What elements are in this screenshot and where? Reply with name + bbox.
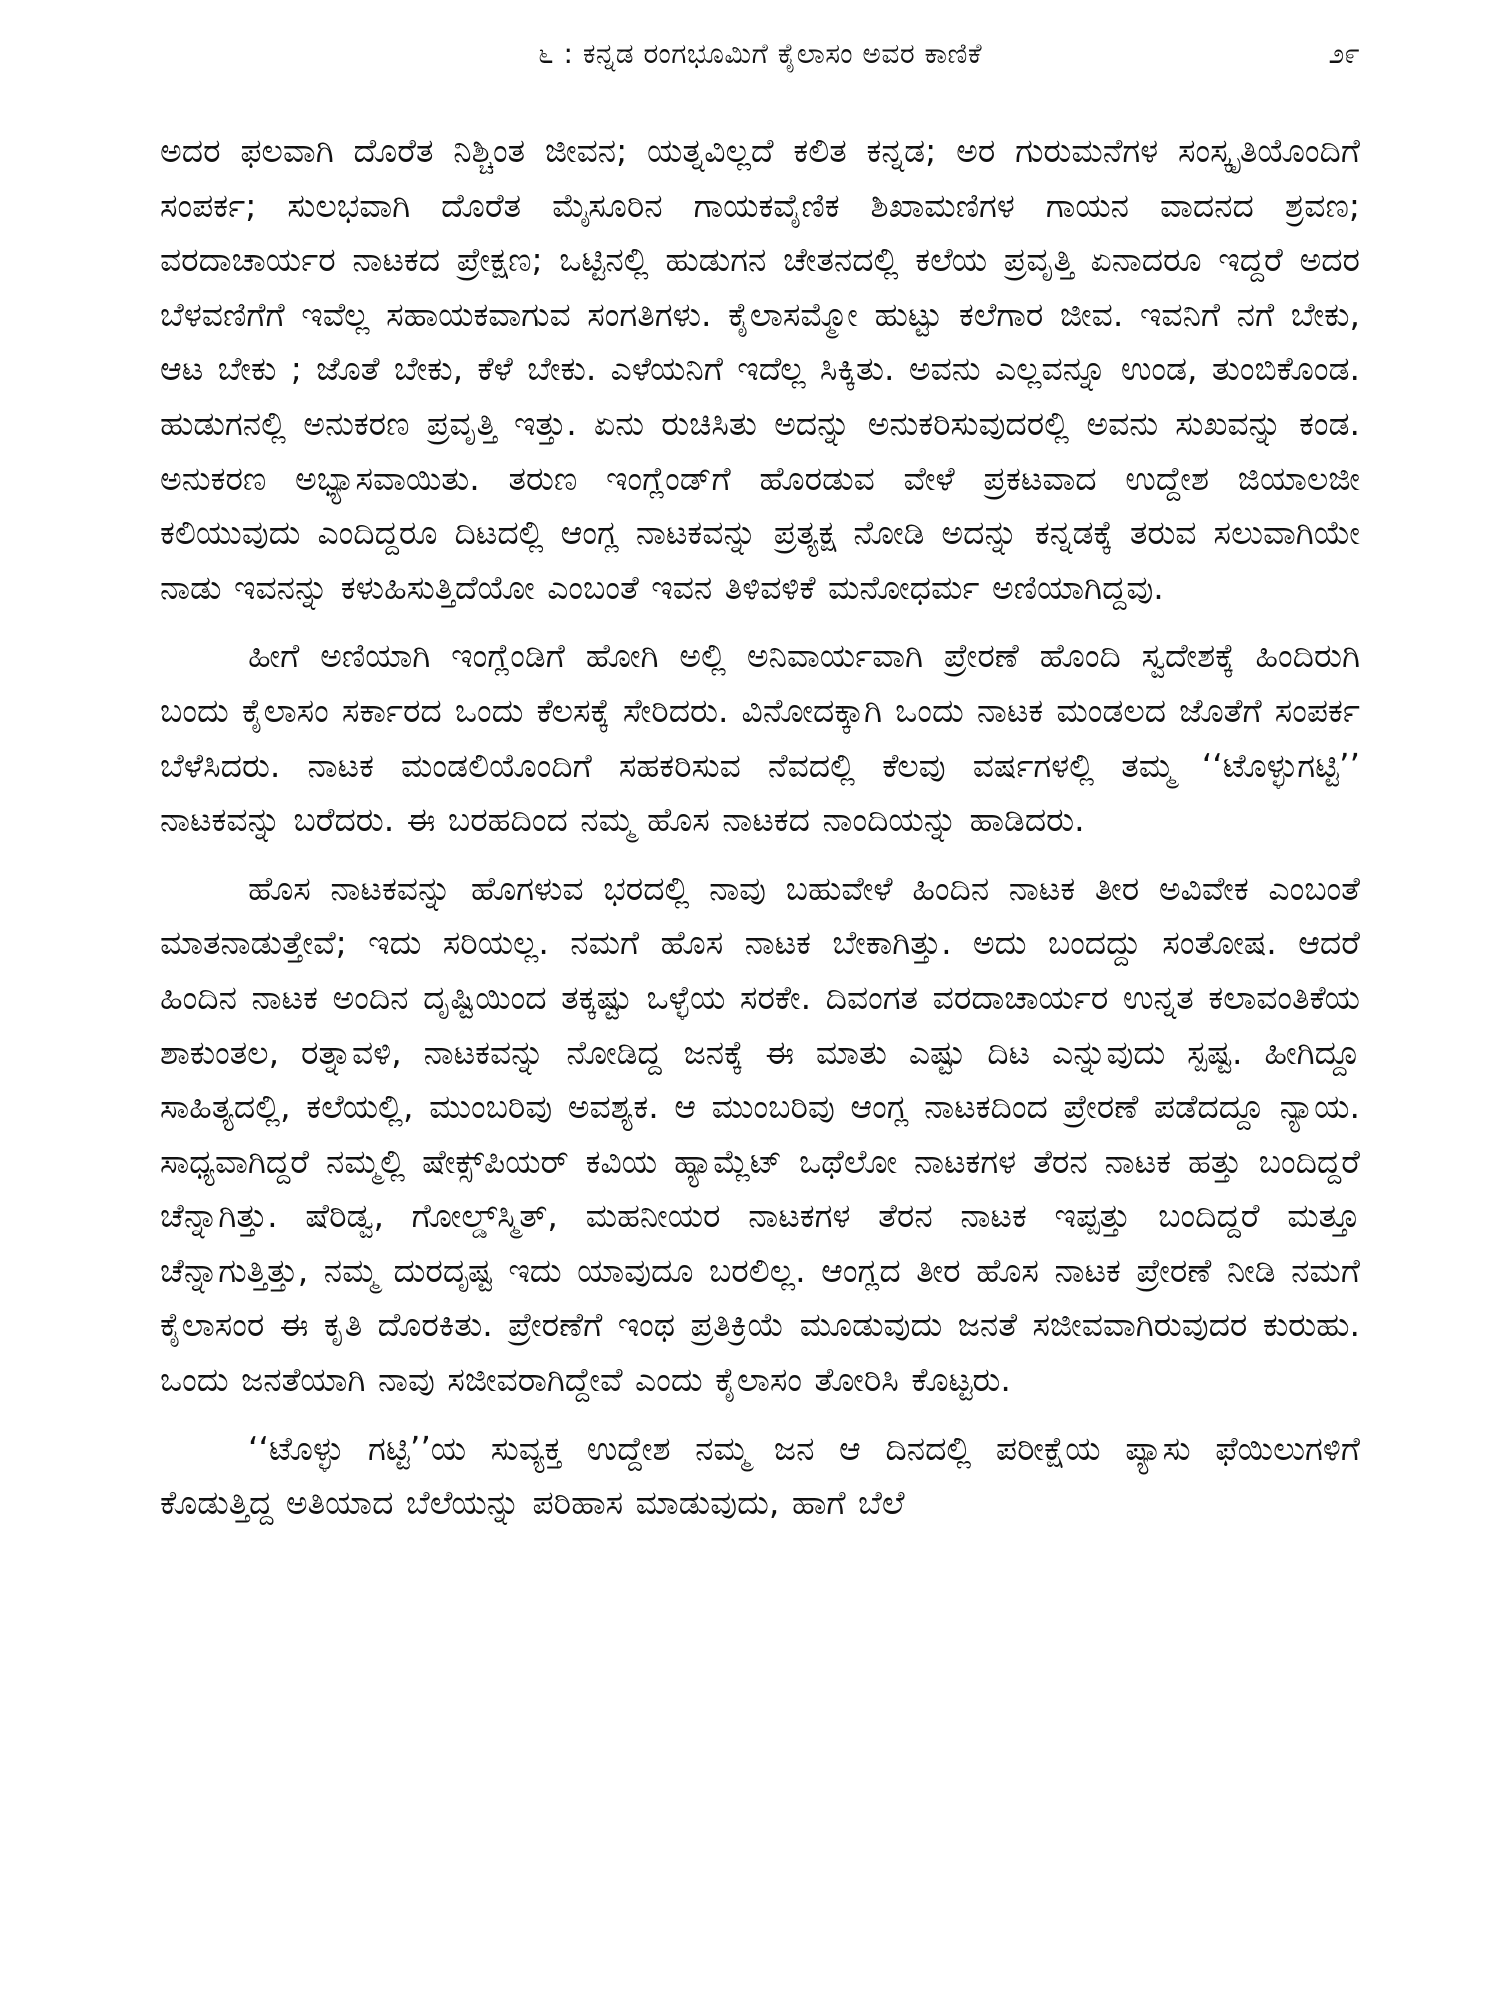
running-header <box>160 34 1360 74</box>
paragraph: ಹೀಗೆ ಅಣಿಯಾಗಿ ಇಂಗ್ಲೆಂಡಿಗೆ ಹೋಗಿ ಅಲ್ಲಿ ಅನಿವಾರ್ಯವಾಗಿ ಪ್ರೇರಣೆ ಹೊಂದಿ ಸ್ವದೇಶಕ್ಕೆ ಹಿಂದಿರುಗಿ ಬಂದು ಕೈಲಾಸಂ ಸರ್ಕಾರದ ಒಂದು ಕೆಲಸಕ್ಕೆ ಸೇರಿದರು. ವಿನೋದಕ್ಕಾಗಿ ಒಂದು ನಾಟಕ ಮಂಡಲದ ಜೊತೆಗೆ ಸಂಪರ್ಕ ಬೆಳೆಸಿದರು. ನಾಟಕ ಮಂಡಲಿಯೊಂದಿಗೆ ಸಹಕರಿಸುವ ನೆವದಲ್ಲಿ ಕೆಲವು ವರ್ಷಗಳಲ್ಲಿ ತಮ್ಮ ‘‘ಟೊಳ್ಳುಗಟ್ಟಿ’’ ನಾಟಕವನ್ನು ಬರೆದರು. ಈ ಬರಹದಿಂದ ನಮ್ಮ ಹೊಸ ನಾಟಕದ ನಾಂದಿಯನ್ನು ಹಾಡಿದರು. <box>160 636 1360 840</box>
paragraph: ಅದರ ಫಲವಾಗಿ ದೊರೆತ ನಿಶ್ಚಿಂತ ಜೀವನ; ಯತ್ನವಿಲ್ಲದೆ ಕಲಿತ ಕನ್ನಡ; ಅರ ಗುರುಮನೆಗಳ ಸಂಸ್ಕೃತಿಯೊಂದಿಗೆ ಸಂಪರ್ಕ; ಸುಲಭವಾಗಿ ದೊರೆತ ಮೈಸೂರಿನ ಗಾಯಕವೈಣಿಕ ಶಿಖಾಮಣಿಗಳ ಗಾಯನ ವಾದನದ ಶ್ರವಣ; ವರದಾಚಾರ್ಯರ ನಾಟಕದ ಪ್ರೇಕ್ಷಣ; ಒಟ್ಟಿನಲ್ಲಿ ಹುಡುಗನ ಚೇತನದಲ್ಲಿ ಕಲೆಯ ಪ್ರವೃತ್ತಿ ಏನಾದರೂ ಇದ್ದರೆ ಅದರ ಬೆಳವಣಿಗೆಗೆ ಇವೆಲ್ಲ ಸಹಾಯಕವಾಗುವ ಸಂಗತಿಗಳು. ಕೈಲಾಸಮ್ಮೋ ಹುಟ್ಟು ಕಲೆಗಾರ ಜೀವ. ಇವನಿಗೆ ನಗೆ ಬೇಕು, ಆಟ ಬೇಕು ; ಜೊತೆ ಬೇಕು, ಕೆಳೆ ಬೇಕು. ಎಳೆಯನಿಗೆ ಇದೆಲ್ಲ ಸಿಕ್ಕಿತು. ಅವನು ಎಲ್ಲವನ್ನೂ ಉಂಡ, ತುಂಬಿಕೊಂಡ. ಹುಡುಗನಲ್ಲಿ ಅನುಕರಣ ಪ್ರವೃತ್ತಿ ಇತ್ತು. ಏನು ರುಚಿಸಿತು ಅದನ್ನು ಅನುಕರಿಸುವುದರಲ್ಲಿ ಅವನು ಸುಖವನ್ನು ಕಂಡ. ಅನುಕರಣ ಅಭ್ಯಾಸವಾಯಿತು. ತರುಣ ಇಂಗ್ಲೆಂಡ್‌ಗೆ ಹೊರಡುವ ವೇಳೆ ಪ್ರಕಟವಾದ ಉದ್ದೇಶ ಜಿಯಾಲಜೀ ಕಲಿಯುವುದು ಎಂದಿದ್ದರೂ ದಿಟದಲ್ಲಿ ಆಂಗ್ಲ ನಾಟಕವನ್ನು ಪ್ರತ್ಯಕ್ಷ ನೋಡಿ ಅದನ್ನು ಕನ್ನಡಕ್ಕೆ ತರುವ ಸಲುವಾಗಿಯೇ ನಾಡು ಇವನನ್ನು ಕಳುಹಿಸುತ್ತಿದೆಯೋ ಎಂಬಂತೆ ಇವನ ತಿಳಿವಳಿಕೆ ಮನೋಧರ್ಮ ಅಣಿಯಾಗಿದ್ದವು. <box>160 131 1360 607</box>
paragraph: ‘‘ಟೊಳ್ಳು ಗಟ್ಟಿ’’ಯ ಸುವ್ಯಕ್ತ ಉದ್ದೇಶ ನಮ್ಮ ಜನ ಆ ದಿನದಲ್ಲಿ ಪರೀಕ್ಷೆಯ ಪ್ಯಾಸು ಫೆಯಿಲುಗಳಿಗೆ ಕೊಡುತ್ತಿದ್ದ ಅತಿಯಾದ ಬೆಲೆಯನ್ನು ಪರಿಹಾಸ ಮಾಡುವುದು, ಹಾಗೆ ಬೆಲೆ <box>160 1428 1360 1523</box>
chapter-title: ೬ : ಕನ್ನಡ ರಂಗಭೂಮಿಗೆ ಕೈಲಾಸಂ ಅವರ ಕಾಣಿಕೆ <box>537 37 983 70</box>
body-text <box>160 124 1360 1531</box>
paragraph: ಹೊಸ ನಾಟಕವನ್ನು ಹೊಗಳುವ ಭರದಲ್ಲಿ ನಾವು ಬಹುವೇಳೆ ಹಿಂದಿನ ನಾಟಕ ತೀರ ಅವಿವೇಕ ಎಂಬಂತೆ ಮಾತನಾಡುತ್ತೇವೆ; ಇದು ಸರಿಯಲ್ಲ. ನಮಗೆ ಹೊಸ ನಾಟಕ ಬೇಕಾಗಿತ್ತು. ಅದು ಬಂದದ್ದು ಸಂತೋಷ. ಆದರೆ ಹಿಂದಿನ ನಾಟಕ ಅಂದಿನ ದೃಷ್ಟಿಯಿಂದ ತಕ್ಕಷ್ಟು ಒಳ್ಳೆಯ ಸರಕೇ. ದಿವಂಗತ ವರದಾಚಾರ್ಯರ ಉನ್ನತ ಕಲಾವಂತಿಕೆಯ ಶಾಕುಂತಲ, ರತ್ನಾವಳಿ, ನಾಟಕವನ್ನು ನೋಡಿದ್ದ ಜನಕ್ಕೆ ಈ ಮಾತು ಎಷ್ಟು ದಿಟ ಎನ್ನುವುದು ಸ್ಪಷ್ಟ. ಹೀಗಿದ್ದೂ ಸಾಹಿತ್ಯದಲ್ಲಿ, ಕಲೆಯಲ್ಲಿ, ಮುಂಬರಿವು ಅವಶ್ಯಕ. ಆ ಮುಂಬರಿವು ಆಂಗ್ಲ ನಾಟಕದಿಂದ ಪ್ರೇರಣೆ ಪಡೆದದ್ದೂ ನ್ಯಾಯ. ಸಾಧ್ಯವಾಗಿದ್ದರೆ ನಮ್ಮಲ್ಲಿ ಷೇಕ್ಸ್‌ಪಿಯರ್ ಕವಿಯ ಹ್ಯಾಮ್ಲೆಟ್ ಒಥೆಲೋ ನಾಟಕಗಳ ತೆರನ ನಾಟಕ ಹತ್ತು ಬಂದಿದ್ದರೆ ಚೆನ್ನಾಗಿತ್ತು. ಷೆರಿಡ್ವ, ಗೋಲ್ಡ್‌ಸ್ಮಿತ್, ಮಹನೀಯರ ನಾಟಕಗಳ ತೆರನ ನಾಟಕ ಇಪ್ಪತ್ತು ಬಂದಿದ್ದರೆ ಮತ್ತೂ ಚೆನ್ನಾಗುತ್ತಿತ್ತು, ನಮ್ಮ ದುರದೃಷ್ಟ ಇದು ಯಾವುದೂ ಬರಲಿಲ್ಲ. ಆಂಗ್ಲದ ತೀರ ಹೊಸ ನಾಟಕ ಪ್ರೇರಣೆ ನೀಡಿ ನಮಗೆ ಕೈಲಾಸಂರ ಈ ಕೃತಿ ದೊರಕಿತು. ಪ್ರೇರಣೆಗೆ ಇಂಥ ಪ್ರತಿಕ್ರಿಯೆ ಮೂಡುವುದು ಜನತೆ ಸಜೀವವಾಗಿರುವುದರ ಕುರುಹು. ಒಂದು ಜನತೆಯಾಗಿ ನಾವು ಸಜೀವರಾಗಿದ್ದೇವೆ ಎಂದು ಕೈಲಾಸಂ ತೋರಿಸಿ ಕೊಟ್ಟರು. <box>160 868 1360 1400</box>
page-number: ೨೯ <box>1328 37 1360 70</box>
